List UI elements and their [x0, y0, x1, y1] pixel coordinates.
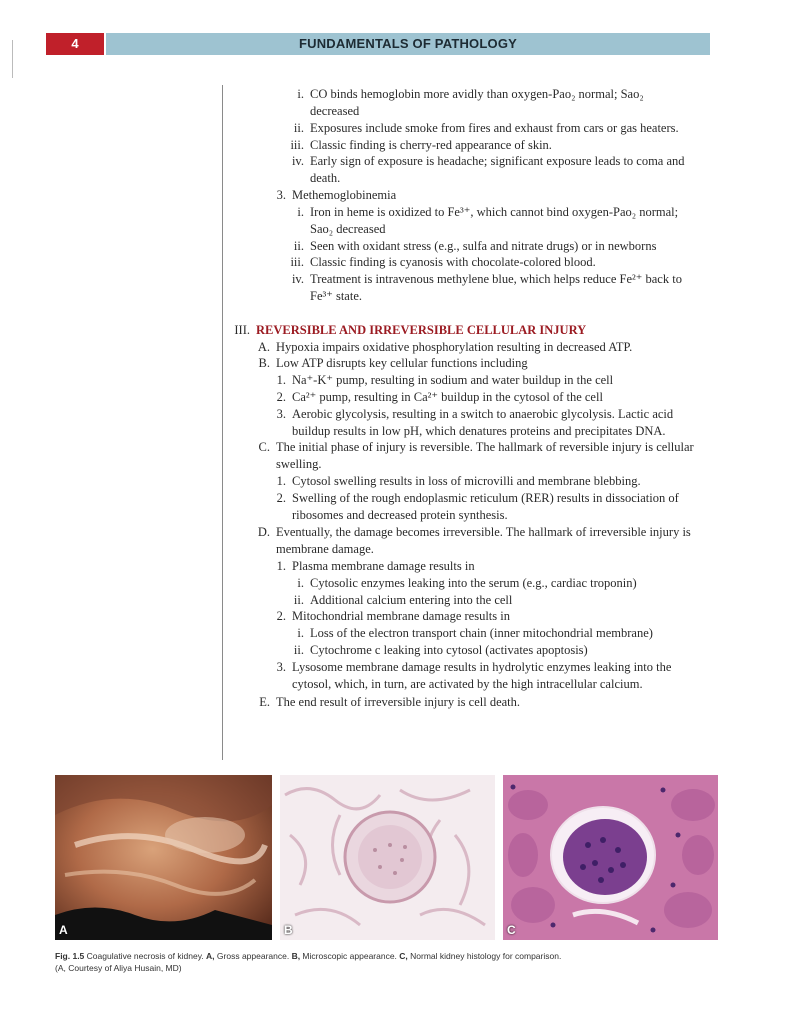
list-line: iii. Classic finding is cyanosis with chocolate-colored blood. — [290, 255, 596, 269]
list-line: ii. Additional calcium entering into the cell — [293, 593, 513, 607]
margin-rule — [222, 85, 223, 760]
figure-caption: Fig. 1.5 Coagulative necrosis of kidney. A, Gross appearance. B, Microscopic appearance. C, Normal kidney histology for comparison. (A, Courtesy of Aliya Husain, MD) — [55, 950, 735, 974]
list-line: 3. Aerobic glycolysis, resulting in a switch to anaerobic glycolysis. Lactic acid — [276, 407, 674, 421]
list-line: D. Eventually, the damage becomes irreversible. The hallmark of irreversible injury is — [257, 525, 691, 539]
list-line: buildup results in low pH, which denatures proteins and precipitates DNA. — [292, 424, 666, 438]
panel-label: C — [507, 923, 516, 937]
list-line: cytosol, which, in turn, are activated by the high intracellular calcium. — [292, 677, 643, 691]
list-line: 1. Plasma membrane damage results in — [276, 559, 475, 573]
figure-panel-normal-histology — [503, 775, 718, 940]
list-line: ii. Exposures include smoke from fires and exhaust from cars or gas heaters. — [293, 121, 679, 135]
list-line: 2. Swelling of the rough endoplasmic reticulum (RER) results in dissociation of — [276, 491, 679, 505]
list-line: A. Hypoxia impairs oxidative phosphorylation resulting in decreased ATP. — [257, 340, 633, 354]
list-line: ii. Cytochrome c leaking into cytosol (activates apoptosis) — [293, 643, 588, 657]
list-line: Fe³⁺ state. — [310, 289, 363, 303]
list-line: membrane damage. — [276, 542, 374, 556]
list-line: iv. Treatment is intravenous methylene blue, which helps reduce Fe²⁺ back to — [291, 272, 682, 286]
list-line: swelling. — [276, 457, 322, 471]
list-line: iv. Early sign of exposure is headache; significant exposure leads to coma and — [291, 154, 685, 168]
list-line: 1. Cytosol swelling results in loss of microvilli and membrane blebbing. — [276, 474, 641, 488]
caption-credit: (A, Courtesy of Aliya Husain, MD) — [55, 963, 182, 973]
list-line: decreased — [310, 104, 360, 118]
panel-label: B — [284, 923, 293, 937]
list-line: i. Iron in heme is oxidized to Fe³⁺, which cannot bind oxygen-Pao₂ normal; — [297, 205, 679, 219]
margin-mark — [12, 40, 13, 78]
list-line: 2. Ca²⁺ pump, resulting in Ca²⁺ buildup in the cytosol of the cell — [276, 390, 603, 404]
list-line: i. Loss of the electron transport chain (inner mitochondrial membrane) — [297, 626, 653, 640]
list-line: i. CO binds hemoglobin more avidly than oxygen-Pao₂ normal; Sao₂ — [297, 87, 644, 101]
list-line: B. Low ATP disrupts key cellular functions including — [258, 356, 528, 370]
list-line: i. Cytosolic enzymes leaking into the serum (e.g., cardiac troponin) — [297, 576, 637, 590]
list-line: 3. Lysosome membrane damage results in hydrolytic enzymes leaking into the — [276, 660, 672, 674]
page-number: 4 — [46, 33, 104, 55]
list-line: 1. Na⁺-K⁺ pump, resulting in sodium and water buildup in the cell — [276, 373, 614, 387]
figure-panel-microscopic — [280, 775, 495, 940]
list-line: ii. Seen with oxidant stress (e.g., sulfa and nitrate drugs) or in newborns — [293, 239, 657, 253]
list-line: C. The initial phase of injury is reversible. The hallmark of reversible injury is cellular — [258, 440, 694, 454]
list-line: 2. Mitochondrial membrane damage results in — [276, 609, 510, 623]
panel-label: A — [59, 923, 68, 937]
list-line: 3. Methemoglobinemia — [276, 188, 397, 202]
section-heading: III. REVERSIBLE AND IRREVERSIBLE CELLULAR INJURY — [234, 323, 587, 337]
running-header: FUNDAMENTALS OF PATHOLOGY — [106, 33, 710, 55]
caption-id: Fig. 1.5 — [55, 951, 85, 961]
list-line: Sao₂ decreased — [310, 222, 386, 236]
list-line: ribosomes and decreased protein synthesis. — [292, 508, 508, 522]
figure-panel-gross — [55, 775, 272, 940]
list-line: E. The end result of irreversible injury is cell death. — [259, 695, 521, 709]
list-line: iii. Classic finding is cherry-red appearance of skin. — [290, 138, 552, 152]
list-line: death. — [310, 171, 341, 185]
